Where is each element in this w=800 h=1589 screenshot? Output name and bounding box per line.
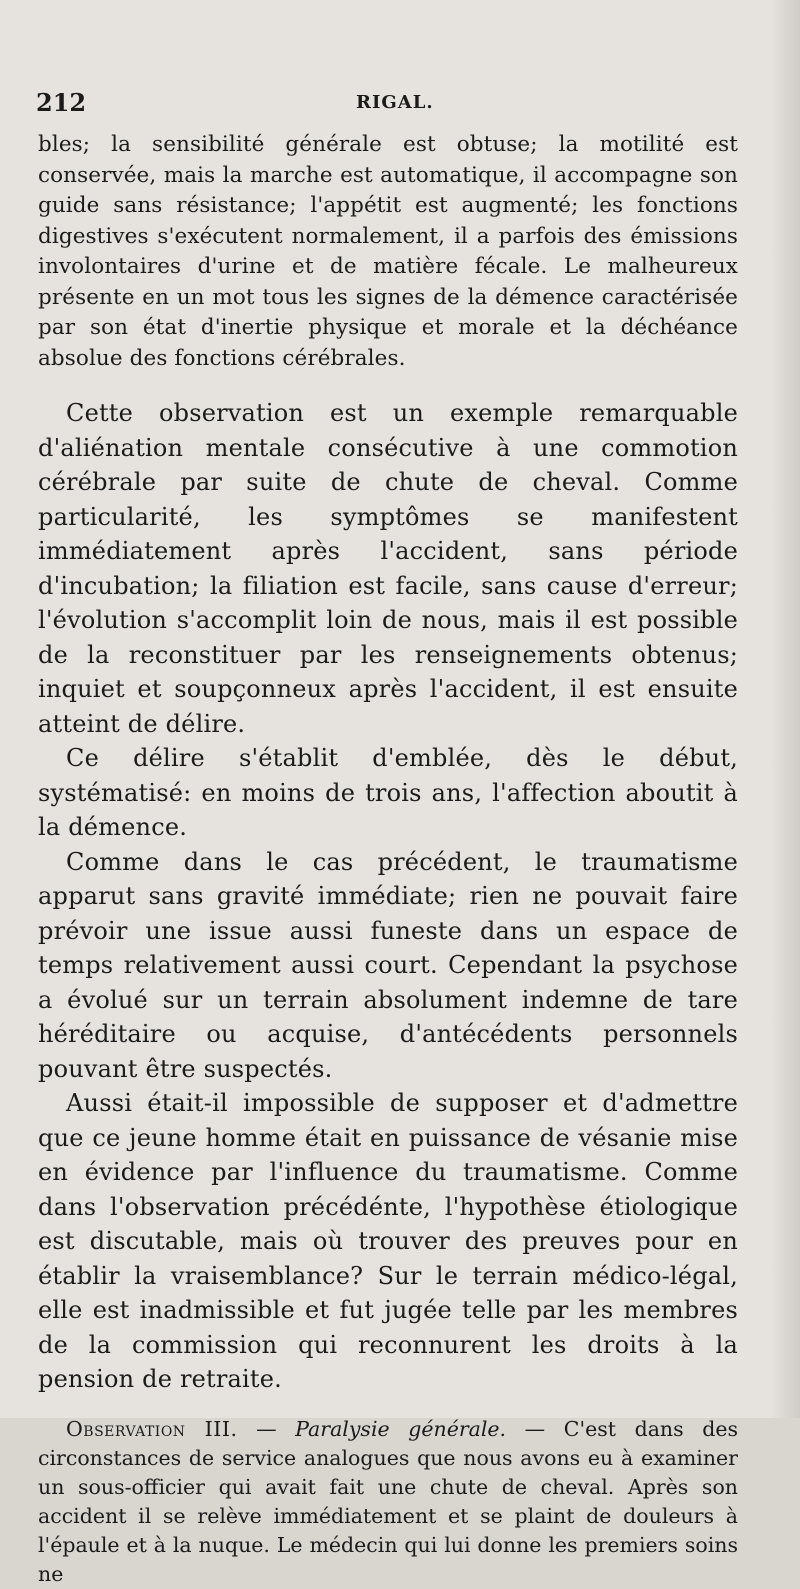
observation-label: Observation III. (66, 1416, 238, 1441)
paragraph-ce-delire: Ce délire s'établit d'emblée, dès le début, systématisé: en moins de trois ans, l'affection aboutit à la démence. (38, 744, 738, 841)
running-head: RIGAL. (356, 92, 434, 113)
paragraph-aussi-etait-il: Aussi était-il impossible de supposer et d'admettre que ce jeune homme était en puissance de vésanie mise en évidence par l'influence du traumatisme. Comme dans l'observation précédénte, l'hypothèse étiologique est discutable, mais où trouver des preuves pour en établir la vraisemblance? Sur le terrain médico-légal, elle est inadmissible et fut jugée telle par les membres de la commission qui reconnurent les droits à la pension de retraite. (38, 1089, 738, 1393)
page-edge-shadow (770, 0, 800, 1418)
observation-text: — C'est dans des circonstances de service analogues que nous avons eu à examiner un sous-officier qui avait fait une chute de cheval. Après son accident il se relève immédiatement et se plaint de douleurs à l'épaule et à la nuque. Le médecin qui lui donne les premiers soins ne (38, 1416, 739, 1586)
paragraph-continuation: bles; la sensibilité générale est obtuse; la motilité est conservée, mais la marche est automatique, il accompagne son guide sans résistance; l'appétit est augmenté; les fonctions digestives s'exécutent normalement, il a parfois des émissions involontaires d'urine et de matière fécale. Le malheureux présente en un mot tous les signes de la démence caractérisée par son état d'inertie physique et morale et la déchéance absolue des fonctions cérébrales. (38, 132, 738, 371)
page-header (36, 88, 751, 124)
observation-title: Paralysie générale. (295, 1416, 507, 1441)
paragraph-cette-observation: Cette observation est un exemple remarquable d'aliénation mentale consécutive à une commotion cérébrale par suite de chute de cheval. Comme particularité, les symptômes se manifestent immédiatement après l'accident, sans période d'incubation; la filiation est facile, sans cause d'erreur; l'évolution s'accomplit loin de nous, mais il est possible de la reconstituer par les renseignements obtenus; inquiet et soupçonneux après l'accident, il est ensuite atteint de délire. (38, 399, 738, 738)
page-body (38, 130, 738, 1589)
observation-paragraph (38, 1415, 738, 1589)
page-number: 212 (36, 88, 87, 117)
paragraph-comme-dans-le-cas: Comme dans le cas précédent, le traumatisme apparut sans gravité immédiate; rien ne pouvait faire prévoir une issue aussi funeste dans un espace de temps relativement aussi court. Cependant la psychose a évolué sur un terrain absolument indemne de tare héréditaire ou acquise, d'antécédents personnels pouvant être suspectés. (38, 847, 738, 1083)
observation-dash: — (237, 1416, 296, 1441)
